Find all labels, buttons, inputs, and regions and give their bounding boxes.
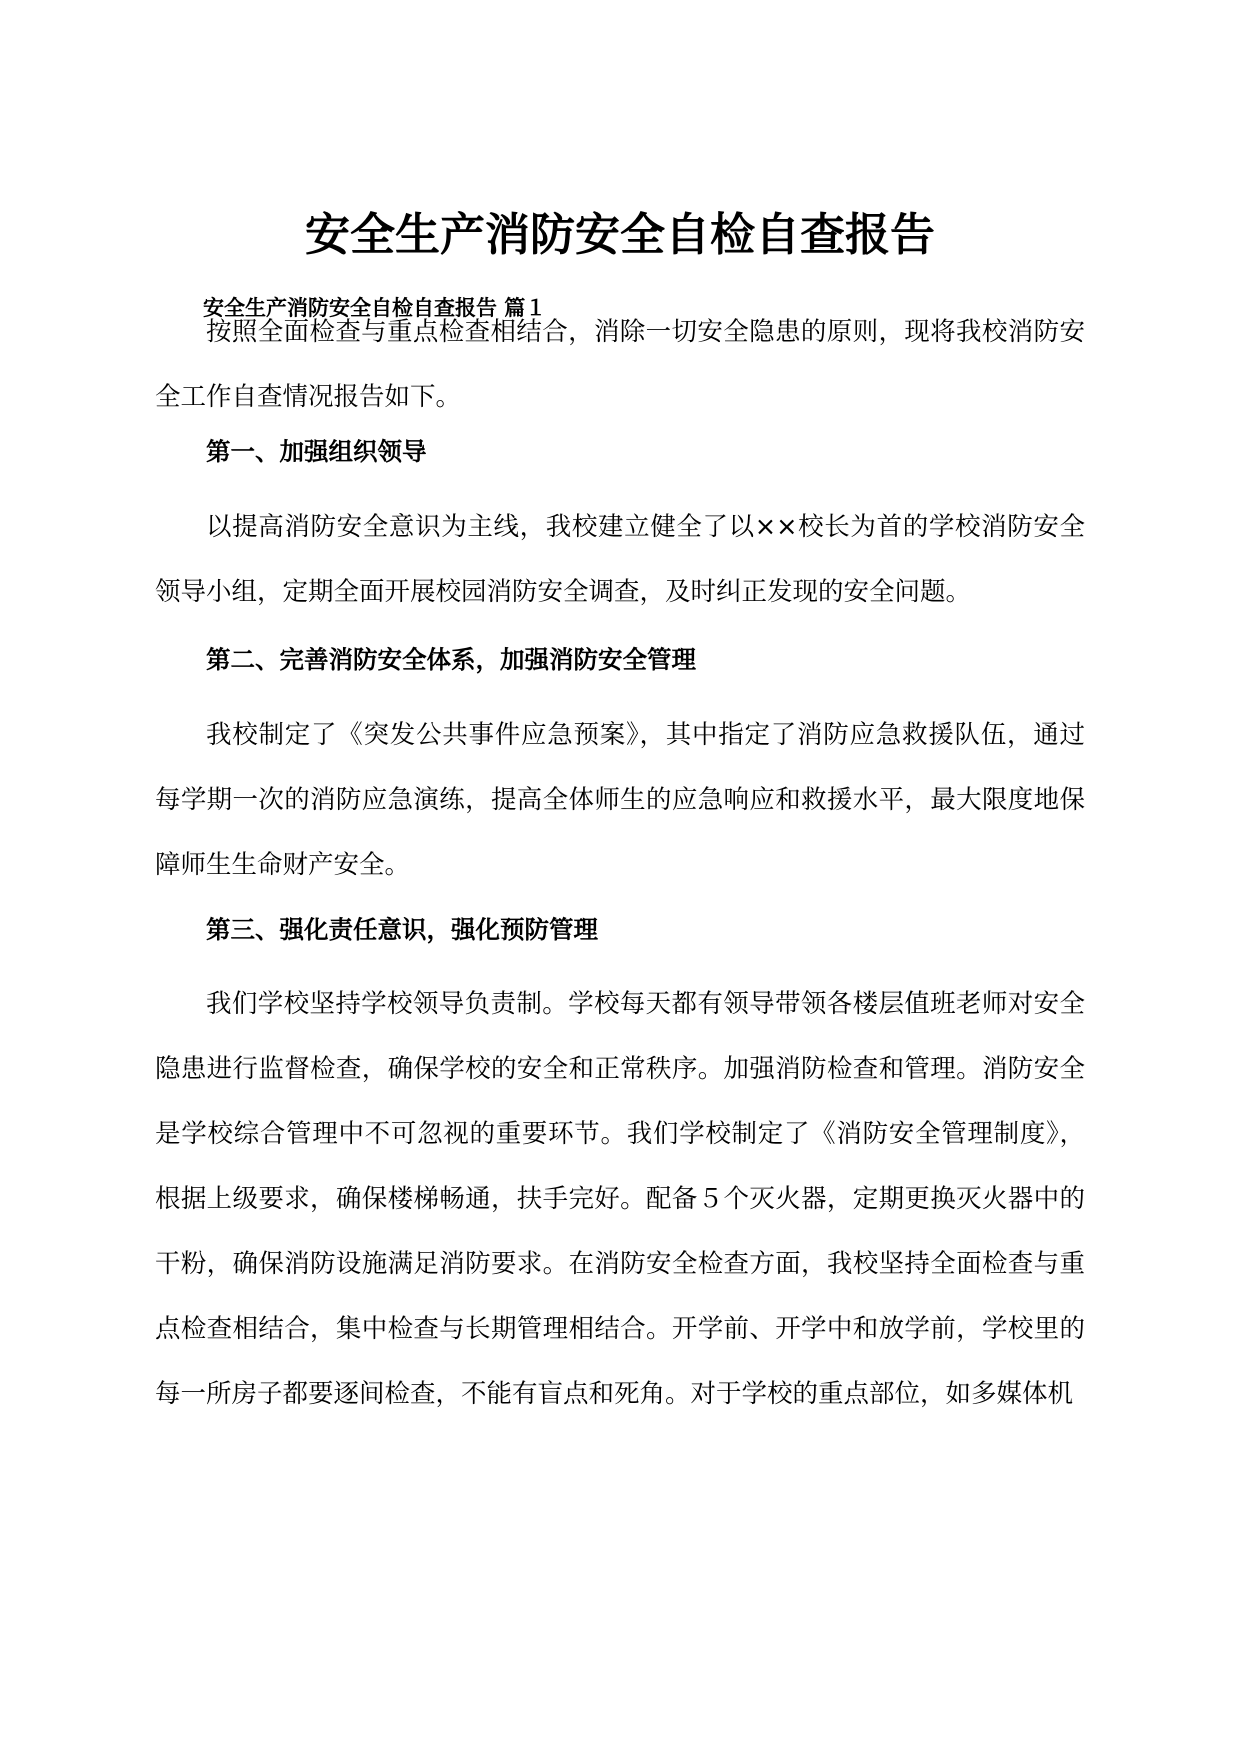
section-2-heading: 第二、完善消防安全体系，加强消防安全管理 <box>206 645 696 674</box>
section-2-paragraph: 我校制定了《突发公共事件应急预案》，其中指定了消防应急救援队伍，通过每学期一次的消防应急演练，提高全体师生的应急响应和救援水平，最大限度地保障师生生命财产安全。 <box>155 720 1085 880</box>
section-3-paragraph: 我们学校坚持学校领导负责制。学校每天都有领导带领各楼层值班老师对安全隐患进行监督检查，确保学校的安全和正常秩序。加强消防检查和管理。消防安全是学校综合管理中不可忽视的重要环节。我们学校制定了《消防安全管理制度》，根据上级要求，确保楼梯畅通，扶手完好。配备５个灭火器，定期更换灭火器中的干粉，确保消防设施满足消防要求。在消防安全检查方面，我校坚持全面检查与重点检查相结合，集中检查与长期管理相结合。开学前、开学中和放学前，学校里的每一所房子都要逐间检查，不能有盲点和死角。对于学校的重点部位，如多媒体机 <box>155 989 1085 1409</box>
section-1-heading: 第一、加强组织领导 <box>206 437 427 466</box>
section-3-heading: 第三、强化责任意识，强化预防管理 <box>206 915 598 944</box>
document-title: 安全生产消防安全自检自查报告 <box>304 208 935 261</box>
section-1-paragraph: 以提高消防安全意识为主线，我校建立健全了以××校长为首的学校消防安全领导小组，定期全面开展校园消防安全调查，及时纠正发现的安全问题。 <box>155 512 1085 607</box>
intro-paragraph: 按照全面检查与重点检查相结合，消除一切安全隐患的原则，现将我校消防安全工作自查情况报告如下。 <box>155 317 1085 412</box>
document-subtitle: 安全生产消防安全自检自查报告 篇１ <box>203 295 547 320</box>
